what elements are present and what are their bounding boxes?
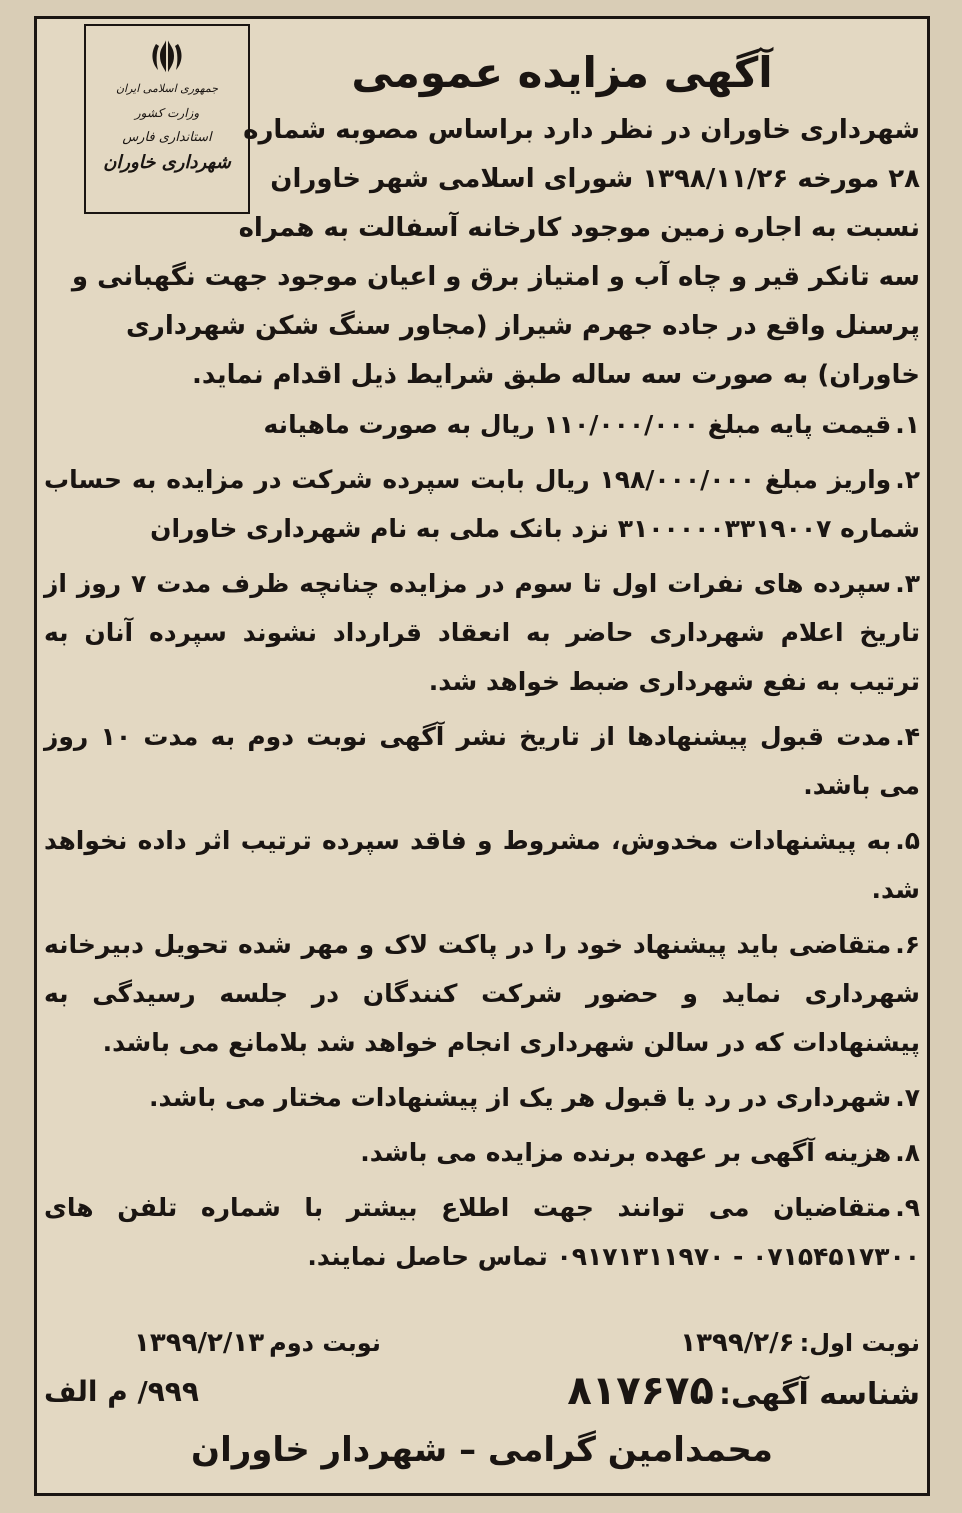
notice-id-value: ۸۱۷۶۷۵ xyxy=(567,1368,714,1414)
condition-item xyxy=(44,1073,920,1122)
condition-text: سپرده های نفرات اول تا سوم در مزایده چنانچه ظرف مدت ۷ روز از تاریخ اعلام شهرداری حاضر به انعقاد قرارداد نشوند سپرده آنان به ترتیب به نفع شهرداری ضبط خواهد شد. xyxy=(44,569,920,696)
condition-number: ۴. xyxy=(895,722,920,751)
condition-item xyxy=(44,559,920,706)
notice-body xyxy=(44,40,920,1287)
second-publication xyxy=(134,1328,381,1358)
condition-number: ۳. xyxy=(895,569,920,598)
condition-text: شهرداری در رد یا قبول هر یک از پیشنهادات مختار می باشد. xyxy=(148,1083,892,1112)
condition-number: ۵. xyxy=(895,826,920,855)
notice-id-row xyxy=(44,1368,920,1414)
condition-text: قیمت پایه مبلغ ۱۱۰/۰۰۰/۰۰۰ ریال به صورت ماهیانه xyxy=(263,410,892,439)
first-publication-date: ۱۳۹۹/۲/۶ xyxy=(680,1328,795,1358)
notice-code: ۹۹۹/ م الف xyxy=(44,1374,199,1408)
condition-text: متقاضیان می توانند جهت اطلاع بیشتر با شماره تلفن های ۰۷۱۵۴۵۱۷۳۰۰ - ۰۹۱۷۱۳۱۱۹۷۰ تماس حاصل نمایند. xyxy=(44,1193,920,1271)
logo-line-municipality: شهرداری خاوران xyxy=(103,151,231,173)
first-publication xyxy=(680,1328,920,1358)
second-publication-date: ۱۳۹۹/۲/۱۳ xyxy=(134,1328,265,1358)
logo-line-ministry: وزارت کشور xyxy=(134,105,200,120)
intro-line: ۲۸ مورخه ۱۳۹۸/۱۱/۲۶ شورای اسلامی شهر خاوران xyxy=(270,164,920,194)
condition-number: ۹. xyxy=(895,1193,920,1222)
condition-number: ۸. xyxy=(895,1138,920,1167)
signature: محمدامین گرامی – شهردار خاوران xyxy=(191,1430,773,1470)
conditions-list xyxy=(44,400,920,1281)
condition-text: مدت قبول پیشنهادها از تاریخ نشر آگهی نوبت دوم به مدت ۱۰ روز می باشد. xyxy=(44,722,920,800)
condition-item xyxy=(44,1183,920,1281)
second-publication-label: نوبت دوم xyxy=(269,1329,381,1357)
condition-text: به پیشنهادات مخدوش، مشروط و فاقد سپرده ترتیب اثر داده نخواهد شد. xyxy=(44,826,920,904)
condition-text: هزینه آگهی بر عهده برنده مزایده می باشد. xyxy=(360,1138,892,1167)
condition-number: ۷. xyxy=(895,1083,920,1112)
logo-line-governorate: استانداری فارس xyxy=(122,130,212,146)
condition-number: ۶. xyxy=(895,930,920,959)
first-publication-label: نوبت اول: xyxy=(799,1329,920,1357)
intro-line: خاوران) به صورت سه ساله طبق شرایط ذیل اقدام نماید. xyxy=(192,360,920,390)
notice-footer xyxy=(44,1328,920,1470)
condition-item xyxy=(44,712,920,810)
notice-id xyxy=(567,1368,920,1414)
intro-line: نسبت به اجاره زمین موجود کارخانه آسفالت به همراه xyxy=(238,213,920,243)
notice-id-label: شناسه آگهی: xyxy=(718,1377,920,1412)
condition-item xyxy=(44,455,920,553)
notice-title: آگهی مزایده عمومی xyxy=(351,48,773,97)
intro-line: سه تانکر قیر و چاه آب و امتیاز برق و اعیان موجود جهت نگهبانی و xyxy=(71,262,920,292)
condition-text: واریز مبلغ ۱۹۸/۰۰۰/۰۰۰ ریال بابت سپرده شرکت در مزایده به حساب شماره ۳۱۰۰۰۰۰۳۳۱۹۰۰۷ نزد بانک ملی به نام شهرداری خاوران xyxy=(44,465,920,543)
intro-paragraph xyxy=(44,106,920,400)
condition-item xyxy=(44,400,920,449)
intro-line: پرسنل واقع در جاده جهرم شیراز (مجاور سنگ شکن شهرداری xyxy=(126,311,920,341)
condition-number: ۲. xyxy=(895,465,920,494)
publication-dates xyxy=(44,1328,920,1358)
condition-text: متقاضی باید پیشنهاد خود را در پاکت لاک و مهر شده تحویل دبیرخانه شهرداری نماید و حضور شرکت کنندگان در جلسه رسیدگی به پیشنهادات که در سالن شهرداری انجام خواهد شد بلامانع می باشد. xyxy=(44,930,920,1057)
condition-item xyxy=(44,920,920,1067)
condition-item xyxy=(44,1128,920,1177)
condition-item xyxy=(44,816,920,914)
logo-line-republic: جمهوری اسلامی ایران xyxy=(115,82,219,95)
intro-line: شهرداری خاوران در نظر دارد براساس مصوبه شماره xyxy=(243,115,920,145)
condition-number: ۱. xyxy=(895,410,920,439)
